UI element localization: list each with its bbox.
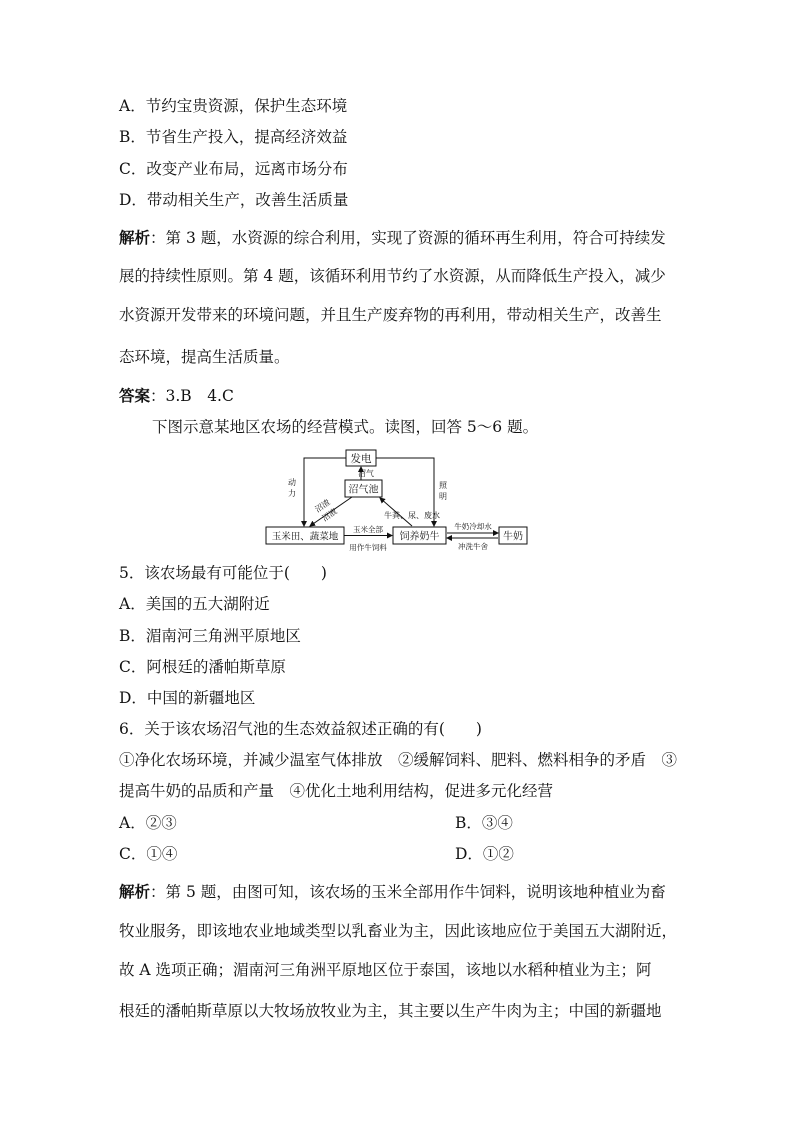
wash-label: 冲洗牛舍 [458, 542, 488, 551]
option-q4-a: A．节约宝贵资源，保护生态环境 [119, 97, 348, 115]
analysis-2-line-1: 解析：第 5 题，由图可知，该农场的玉米全部用作牛饲料，说明该地种植业为畜 [119, 883, 666, 901]
intro-text: 下图示意某地区农场的经营模式。读图，回答 5～6 题。 [152, 418, 539, 436]
slurry-label-1: 沼渣 [313, 497, 332, 515]
q6-items-line-1: ①净化农场环境，并减少温室气体排放 ②缓解饲料、肥料、燃料相争的矛盾 ③ [119, 751, 678, 769]
biogas-pool-label: 沼气池 [348, 484, 379, 496]
power-left-label-2: 力 [288, 489, 296, 498]
slurry-label-2: 沼液 [320, 506, 339, 524]
analysis-2-line-3: 故 A 选项正确；湄南河三角洲平原地区位于泰国，该地以水稻种植业为主；阿 [119, 961, 652, 979]
q5-stem: 5．该农场最有可能位于( ) [119, 564, 327, 582]
analysis-2-line-2: 牧业服务，即该地农业地域类型以乳畜业为主，因此该地应位于美国五大湖附近， [119, 922, 678, 940]
corn-top-label: 玉米全部 [353, 525, 383, 534]
option-q5-a: A．美国的五大湖附近 [119, 595, 270, 613]
option-q4-b: B．节省生产投入，提高经济效益 [119, 128, 348, 146]
farm-model-diagram [262, 446, 542, 558]
analysis-2-line-4: 根廷的潘帕斯草原以大牧场放牧业为主，其主要以生产牛肉为主；中国的新疆地 [119, 1002, 662, 1020]
power-label: 发电 [350, 453, 372, 465]
option-q6-d: D．①② [455, 845, 514, 863]
analysis-2-label: 解析 [119, 883, 151, 901]
q6-items-line-2: 提高牛奶的品质和产量 ④优化土地利用结构，促进多元化经营 [119, 782, 554, 800]
analysis-1-line-2: 展的持续性原则。第 4 题，该循环利用节约了水资源，从而降低生产投入，减少 [119, 267, 666, 285]
option-q5-b: B．湄南河三角洲平原地区 [119, 627, 301, 645]
milk-cool-label: 牛奶冷却水 [454, 522, 492, 531]
option-q4-d: D．带动相关生产，改善生活质量 [119, 191, 349, 209]
corn-bottom-label: 用作牛饲料 [349, 543, 387, 552]
biogas-label: 沼气 [358, 469, 374, 478]
light-label-2: 明 [439, 492, 447, 501]
analysis-label: 解析 [119, 229, 151, 247]
waste-label: 牛粪、尿、废水 [384, 511, 440, 520]
fields-label: 玉米田、蔬菜地 [271, 531, 339, 543]
cattle-label: 饲养奶牛 [399, 531, 440, 543]
answer-label: 答案 [119, 387, 151, 405]
light-label-1: 照 [439, 481, 447, 490]
option-q6-b: B．③④ [455, 814, 513, 832]
q6-stem: 6．关于该农场沼气池的生态效益叙述正确的有( ) [119, 720, 482, 738]
option-q4-c: C．改变产业布局，远离市场分布 [119, 160, 348, 178]
analysis-1-line-4: 态环境，提高生活质量。 [119, 348, 290, 366]
option-q5-d: D．中国的新疆地区 [119, 689, 256, 707]
power-left-label-1: 动 [288, 478, 296, 487]
answer-1: 答案：3.B 4.C [119, 387, 234, 405]
milk-label: 牛奶 [503, 531, 523, 543]
analysis-1-line-3: 水资源开发带来的环境问题，并且生产废弃物的再利用，带动相关生产，改善生 [119, 306, 662, 324]
option-q6-c: C．①④ [119, 845, 178, 863]
option-q5-c: C．阿根廷的潘帕斯草原 [119, 658, 286, 676]
option-q6-a: A．②③ [119, 814, 177, 832]
analysis-1-line-1: 解析：第 3 题，水资源的综合利用，实现了资源的循环再生利用，符合可持续发 [119, 229, 666, 247]
